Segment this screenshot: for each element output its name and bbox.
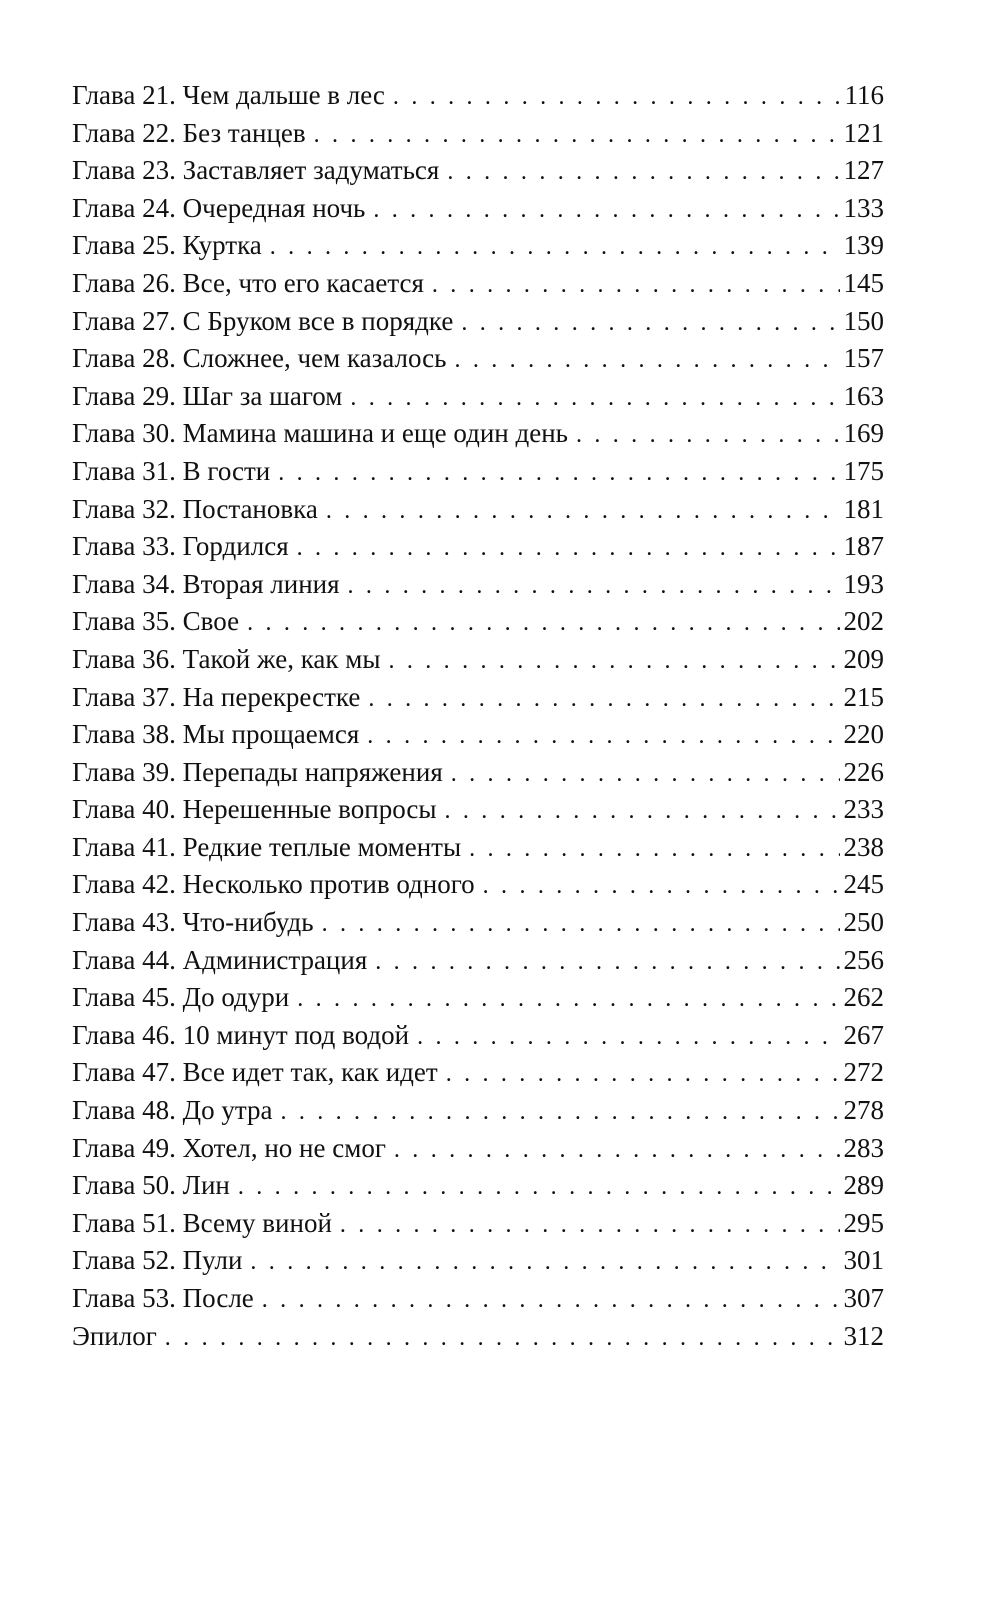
dot-leader (322, 906, 840, 944)
dot-leader (297, 981, 839, 1019)
toc-entry-title: Глава 41. Редкие теплые моменты (72, 831, 462, 862)
toc-entry-page: 245 (843, 869, 884, 900)
toc-entry (72, 152, 884, 190)
dot-leader (417, 1019, 839, 1057)
toc-entry-page: 250 (843, 907, 884, 938)
toc-entry (72, 378, 884, 416)
toc-entry (72, 979, 884, 1017)
toc-entry (72, 1054, 884, 1092)
toc-entry-page: 238 (843, 831, 884, 862)
toc-entry-title: Глава 52. Пули (72, 1245, 243, 1276)
toc-entry-title: Глава 40. Нерешенные вопросы (72, 794, 437, 825)
toc-entry-page: 193 (843, 568, 884, 599)
dot-leader (432, 267, 840, 305)
toc-entry (72, 566, 884, 604)
toc-entry (72, 1167, 884, 1205)
dot-leader (280, 1094, 839, 1132)
toc-entry (72, 1242, 884, 1280)
toc-entry (72, 641, 884, 679)
toc-entry (72, 716, 884, 754)
dot-leader (270, 229, 840, 267)
dot-leader (375, 944, 839, 982)
dot-leader (461, 305, 839, 343)
toc-entry-page: 256 (843, 944, 884, 975)
toc-entry (72, 77, 884, 115)
toc-entry-title: Глава 31. В гости (72, 455, 271, 486)
dot-leader (393, 79, 841, 117)
dot-leader (445, 793, 840, 831)
toc-entry-page: 272 (843, 1057, 884, 1088)
toc-entry-title: Глава 37. На перекрестке (72, 681, 361, 712)
toc-entry-page: 307 (843, 1283, 884, 1313)
toc-entry (72, 415, 884, 453)
dot-leader (238, 1169, 840, 1207)
toc-entry-page: 278 (843, 1095, 884, 1126)
dot-leader (314, 117, 840, 155)
toc-entry-page: 312 (843, 1320, 884, 1351)
toc-entry-title: Глава 28. Сложнее, чем казалось (72, 343, 447, 374)
toc-entry-page: 283 (843, 1132, 884, 1163)
toc-entry-title: Глава 26. Все, что его касается (72, 267, 424, 298)
dot-leader (469, 831, 839, 869)
dot-leader (250, 1244, 839, 1282)
toc-entry-page: 175 (843, 455, 884, 486)
toc-entry-title: Глава 35. Свое (72, 606, 240, 637)
toc-entry-page: 187 (843, 531, 884, 562)
toc-entry-page: 121 (843, 117, 884, 148)
toc-entry-title: Глава 45. До одури (72, 982, 290, 1013)
toc-entry-title: Глава 32. Постановка (72, 493, 318, 524)
toc-entry-page: 209 (843, 643, 884, 674)
toc-entry-page: 139 (843, 230, 884, 261)
toc-entry-title: Глава 48. До утра (72, 1095, 273, 1126)
dot-leader (373, 192, 839, 230)
dot-leader (447, 154, 839, 192)
table-of-contents (72, 77, 884, 1355)
dot-leader (454, 342, 839, 380)
toc-entry (72, 1017, 884, 1055)
toc-entry (72, 1205, 884, 1243)
toc-entry (72, 453, 884, 491)
dot-leader (451, 756, 840, 794)
toc-entry (72, 603, 884, 641)
toc-entry-title: Глава 36. Такой же, как мы (72, 643, 381, 674)
dot-leader (262, 1282, 840, 1320)
toc-entry-page: 163 (843, 380, 884, 411)
toc-entry-title: Глава 34. Вторая линия (72, 568, 340, 599)
toc-entry-title: Глава 21. Чем дальше в лес (72, 80, 385, 110)
toc-entry-page: 169 (843, 418, 884, 449)
toc-entry (72, 866, 884, 904)
toc-entry-title: Глава 30. Мамина машина и еще один день (72, 418, 568, 449)
toc-entry-epilogue (72, 1318, 884, 1356)
dot-leader (326, 493, 840, 531)
dot-leader (576, 417, 840, 455)
toc-entry-title: Глава 38. Мы прощаемся (72, 719, 360, 750)
toc-entry (72, 303, 884, 341)
dot-leader (367, 718, 839, 756)
toc-entry-title: Глава 22. Без танцев (72, 117, 306, 148)
toc-entry (72, 265, 884, 303)
dot-leader (165, 1320, 840, 1358)
toc-entry (72, 679, 884, 717)
toc-entry (72, 942, 884, 980)
dot-leader (340, 1207, 840, 1245)
toc-entry-page: 157 (843, 343, 884, 374)
toc-entry (72, 190, 884, 228)
toc-entry-page: 145 (843, 267, 884, 298)
toc-entry (72, 1280, 884, 1318)
toc-entry (72, 791, 884, 829)
toc-entry-page: 220 (843, 719, 884, 750)
toc-entry-title: Глава 49. Хотел, но не смог (72, 1132, 386, 1163)
toc-entry-title: Глава 39. Перепады напряжения (72, 756, 443, 787)
toc-entry (72, 491, 884, 529)
toc-entry-page: 202 (843, 606, 884, 637)
toc-entry-title: Глава 42. Несколько против одного (72, 869, 475, 900)
toc-entry-title: Глава 27. С Бруком все в порядке (72, 305, 454, 336)
toc-entry-page: 233 (843, 794, 884, 825)
dot-leader (483, 868, 840, 906)
toc-entry (72, 1130, 884, 1168)
toc-entry (72, 528, 884, 566)
toc-entry (72, 340, 884, 378)
toc-entry-page: 150 (843, 305, 884, 336)
toc-entry-page: 215 (843, 681, 884, 712)
dot-leader (278, 455, 839, 493)
toc-entry-page: 116 (844, 80, 884, 110)
toc-entry (72, 829, 884, 867)
toc-entry-title: Глава 50. Лин (72, 1170, 230, 1201)
toc-entry-title: Глава 29. Шаг за шагом (72, 380, 343, 411)
toc-entry-page: 289 (843, 1170, 884, 1201)
toc-entry-title: Глава 46. 10 минут под водой (72, 1019, 410, 1050)
toc-entry-title: Глава 51. Всему виной (72, 1207, 332, 1238)
toc-entry-page: 301 (843, 1245, 884, 1276)
dot-leader (368, 681, 839, 719)
dot-leader (348, 568, 840, 606)
toc-entry-title: Глава 43. Что-нибудь (72, 907, 314, 938)
toc-entry-title: Глава 24. Очередная ночь (72, 192, 366, 223)
toc-entry-page: 226 (843, 756, 884, 787)
toc-entry-title: Эпилог (72, 1320, 157, 1351)
dot-leader (394, 1132, 840, 1170)
toc-entry-title: Глава 53. После (72, 1283, 254, 1313)
toc-entry (72, 227, 884, 265)
toc-entry-title: Глава 47. Все идет так, как идет (72, 1057, 438, 1088)
toc-entry (72, 904, 884, 942)
toc-entry (72, 754, 884, 792)
dot-leader (247, 605, 839, 643)
toc-entry-title: Глава 25. Куртка (72, 230, 262, 261)
toc-entry-page: 295 (843, 1207, 884, 1238)
toc-entry-title: Глава 33. Гордился (72, 531, 289, 562)
toc-entry-page: 181 (843, 493, 884, 524)
toc-entry-title: Глава 23. Заставляет задуматься (72, 155, 440, 186)
toc-entry-page: 133 (843, 192, 884, 223)
dot-leader (297, 530, 840, 568)
dot-leader (446, 1056, 840, 1094)
toc-entry-page: 267 (843, 1019, 884, 1050)
toc-entry (72, 115, 884, 153)
toc-entry-page: 127 (843, 155, 884, 186)
dot-leader (350, 380, 839, 418)
toc-entry-title: Глава 44. Администрация (72, 944, 368, 975)
toc-entry (72, 1092, 884, 1130)
toc-entry-page: 262 (843, 982, 884, 1013)
dot-leader (388, 643, 839, 681)
